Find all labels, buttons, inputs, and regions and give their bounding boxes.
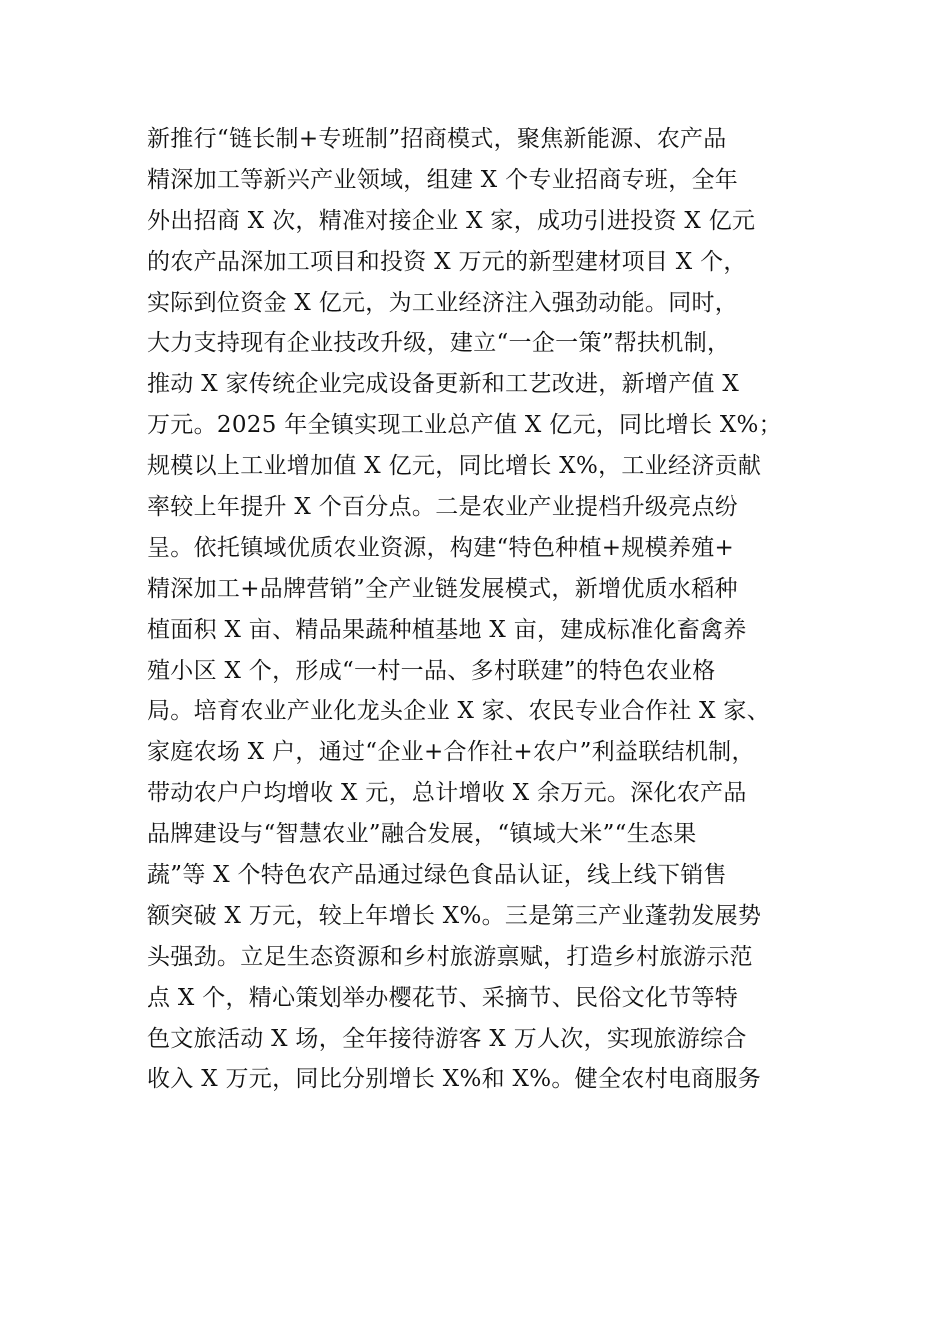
text-line: 精深加工等新兴产业领域，组建 X 个专业招商专班，全年	[147, 166, 739, 193]
text-line: 蔬”等 X 个特色农产品通过绿色食品认证，线上线下销售	[147, 862, 727, 889]
text-line: 的农产品深加工项目和投资 X 万元的新型建材项目 X 个，	[147, 248, 747, 275]
text-line: 品牌建设与“智慧农业”融合发展，“镇域大米”“生态果	[147, 821, 697, 848]
text-line: 色文旅活动 X 场，全年接待游客 X 万人次，实现旅游综合	[147, 1025, 747, 1052]
text-line: 新推行“链长制+专班制”招商模式，聚焦新能源、农产品	[147, 126, 727, 152]
text-line: 推动 X 家传统企业完成设备更新和工艺改进，新增产值 X	[147, 371, 740, 398]
text-line: 大力支持现有企业技改升级，建立“一企一策”帮扶机制，	[147, 330, 731, 357]
text-line: 收入 X 万元，同比分别增长 X%和 X%。健全农村电商服务	[147, 1066, 762, 1093]
text-line: 呈。依托镇域优质农业资源，构建“特色种植+规模养殖+	[147, 534, 735, 561]
text-line: 植面积 X 亩、精品果蔬种植基地 X 亩，建成标准化畜禽养	[147, 616, 747, 643]
text-line: 局。培育农业产业化龙头企业 X 家、农民专业合作社 X 家、	[147, 698, 770, 725]
text-line: 家庭农场 X 户，通过“企业+合作社+农户”利益联结机制，	[147, 739, 755, 766]
text-line: 外出招商 X 次，精准对接企业 X 家，成功引进投资 X 亿元	[147, 207, 756, 234]
body-paragraph	[147, 119, 827, 1100]
text-line: 实际到位资金 X 亿元，为工业经济注入强劲动能。同时，	[147, 289, 739, 316]
text-line: 万元。2025 年全镇实现工业总产值 X 亿元，同比增长 X%；	[147, 412, 782, 439]
text-line: 头强劲。立足生态资源和乡村旅游禀赋，打造乡村旅游示范	[147, 943, 753, 970]
text-line: 规模以上工业增加值 X 亿元，同比增长 X%，工业经济贡献	[147, 453, 762, 480]
text-line: 点 X 个，精心策划举办樱花节、采摘节、民俗文化节等特	[147, 984, 739, 1011]
text-line: 额突破 X 万元，较上年增长 X%。三是第三产业蓬勃发展势	[147, 902, 762, 929]
text-line: 精深加工+品牌营销”全产业链发展模式，新增优质水稻种	[147, 575, 738, 602]
text-line: 殖小区 X 个，形成“一村一品、多村联建”的特色农业格	[147, 657, 716, 684]
text-line: 带动农户户均增收 X 元，总计增收 X 余万元。深化农产品	[147, 780, 747, 807]
text-line: 率较上年提升 X 个百分点。二是农业产业提档升级亮点纷	[147, 494, 739, 521]
